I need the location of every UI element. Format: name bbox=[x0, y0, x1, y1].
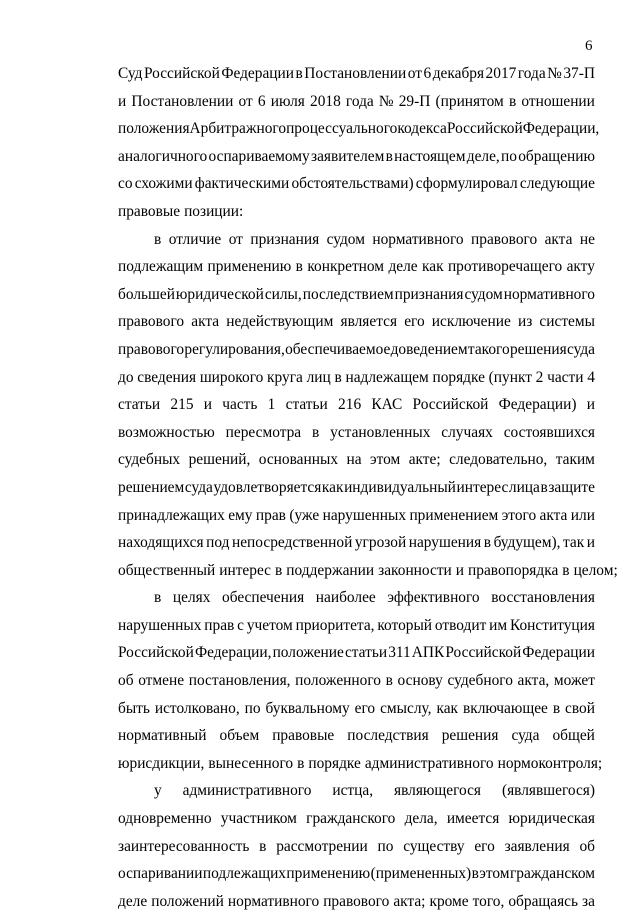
word: как bbox=[436, 699, 459, 717]
word: оспариваемому bbox=[208, 147, 310, 165]
word: нормоконтроля; bbox=[497, 754, 603, 772]
word: нарушенных bbox=[322, 506, 407, 524]
word: или bbox=[570, 506, 595, 524]
word: прав bbox=[204, 616, 235, 634]
word: отмене bbox=[138, 672, 185, 690]
word: 2 bbox=[535, 368, 544, 386]
word: как bbox=[422, 258, 444, 276]
word: схожими bbox=[134, 175, 193, 193]
word: нормативного bbox=[372, 230, 464, 248]
word: общей bbox=[552, 727, 595, 745]
word: в bbox=[295, 258, 303, 276]
word: применению bbox=[207, 258, 292, 276]
word: в bbox=[154, 230, 162, 248]
word: 2017 bbox=[485, 65, 517, 82]
word: суда bbox=[184, 478, 213, 496]
word: обстоятельствами) bbox=[291, 175, 414, 193]
word: в bbox=[552, 699, 561, 717]
word: следующие bbox=[519, 175, 595, 193]
word: лиц bbox=[306, 368, 331, 386]
word: свой bbox=[565, 699, 595, 717]
word: участником bbox=[220, 810, 297, 828]
word: системы bbox=[539, 313, 595, 331]
word: Постановлении bbox=[304, 65, 407, 82]
word: позиции: bbox=[184, 202, 244, 220]
text-line bbox=[118, 446, 595, 474]
word: не bbox=[579, 230, 595, 248]
word: акта bbox=[191, 313, 220, 331]
word: имеется bbox=[446, 810, 500, 828]
word: из bbox=[517, 313, 533, 331]
word: настоящем bbox=[394, 147, 466, 165]
word: основу bbox=[397, 672, 443, 690]
word: непосредственной bbox=[231, 534, 353, 552]
word: решением bbox=[118, 478, 185, 496]
word: как bbox=[321, 478, 344, 496]
word: судебного bbox=[447, 672, 513, 690]
word: Федерации) bbox=[498, 396, 577, 414]
word: включающее bbox=[462, 699, 548, 717]
word: решений, bbox=[188, 451, 251, 469]
word: от bbox=[238, 92, 253, 110]
word: законности bbox=[378, 561, 452, 579]
word: юридической bbox=[175, 285, 264, 303]
word: подлежащих bbox=[202, 865, 286, 883]
word: в bbox=[385, 672, 393, 690]
word: Российской bbox=[412, 396, 489, 414]
word: в bbox=[562, 561, 570, 579]
word: последствия bbox=[347, 727, 429, 745]
word: обеспечиваемое bbox=[285, 340, 391, 358]
word: 29-П bbox=[398, 92, 431, 110]
word: противоречащего bbox=[447, 258, 563, 276]
word: в bbox=[483, 534, 492, 552]
word: общественный bbox=[118, 561, 216, 579]
word: признания bbox=[250, 230, 320, 248]
word: за bbox=[582, 892, 595, 910]
word: Российской bbox=[445, 644, 522, 662]
word: акте; bbox=[408, 451, 441, 469]
text-line bbox=[118, 226, 595, 254]
word: надлежащем bbox=[345, 368, 429, 386]
word: интерес bbox=[456, 478, 509, 496]
word: нормативный bbox=[118, 727, 207, 745]
word: в bbox=[471, 865, 479, 883]
word: и bbox=[118, 92, 127, 110]
word: обращаясь bbox=[508, 892, 579, 910]
text-line bbox=[118, 529, 595, 557]
word: восстановления bbox=[491, 589, 595, 607]
word: удовлетворяется bbox=[213, 478, 322, 496]
word: в bbox=[508, 92, 517, 110]
word: положение bbox=[272, 644, 344, 662]
word: КАС bbox=[371, 396, 403, 414]
word: прав bbox=[255, 506, 286, 524]
word: правового bbox=[323, 892, 390, 910]
word: и bbox=[586, 396, 595, 414]
word: наиболее bbox=[315, 589, 376, 607]
text-line bbox=[118, 474, 595, 502]
word: вынесенного bbox=[208, 754, 294, 772]
word: который bbox=[377, 616, 433, 634]
text-line bbox=[118, 198, 595, 226]
word: в bbox=[312, 423, 320, 441]
text-line bbox=[118, 391, 595, 419]
text-line bbox=[118, 833, 595, 861]
word: этом bbox=[479, 865, 510, 883]
word: Федерации, bbox=[194, 644, 272, 662]
word: Российской bbox=[143, 65, 220, 82]
word: гражданском bbox=[509, 865, 595, 883]
word: юрисдикции, bbox=[118, 754, 205, 772]
text-line bbox=[118, 667, 595, 695]
word: большей bbox=[118, 285, 175, 303]
word: принадлежащих bbox=[118, 506, 225, 524]
word: индивидуальный bbox=[344, 478, 456, 496]
word: об bbox=[579, 837, 595, 855]
word: нарушения bbox=[408, 534, 482, 552]
word: отводит bbox=[434, 616, 487, 634]
word: существу bbox=[403, 837, 465, 855]
word: рассмотрении bbox=[276, 837, 368, 855]
text-line bbox=[118, 115, 600, 143]
word: акта bbox=[539, 506, 568, 524]
word: заявления bbox=[504, 837, 570, 855]
word: правопорядка bbox=[468, 561, 559, 579]
word: оспаривании bbox=[118, 865, 203, 883]
word: основанных bbox=[258, 451, 339, 469]
word: так bbox=[562, 534, 585, 552]
word: применению bbox=[286, 865, 371, 883]
word: им bbox=[489, 616, 508, 634]
word: постановления, bbox=[188, 672, 291, 690]
word: (уже bbox=[289, 506, 320, 524]
word: по bbox=[244, 699, 261, 717]
text-line bbox=[118, 419, 595, 447]
word: по bbox=[501, 147, 517, 165]
word: того, bbox=[472, 892, 505, 910]
word: лица bbox=[508, 478, 540, 496]
word: заявителем bbox=[311, 147, 385, 165]
text-line bbox=[118, 253, 595, 281]
word: правового bbox=[118, 340, 185, 358]
word: сформулировал bbox=[415, 175, 518, 193]
word: доведением bbox=[390, 340, 468, 358]
word: смыслу, bbox=[380, 699, 432, 717]
word: (примененных) bbox=[370, 865, 472, 883]
word: признания bbox=[394, 285, 464, 303]
word: от bbox=[407, 65, 422, 82]
text-line bbox=[118, 888, 595, 915]
word: положенного bbox=[295, 672, 381, 690]
word: сведения bbox=[137, 368, 197, 386]
word: в bbox=[540, 478, 548, 496]
word: правового bbox=[118, 313, 185, 331]
word: объем bbox=[219, 727, 260, 745]
word: ему bbox=[228, 506, 253, 524]
word: об bbox=[118, 672, 134, 690]
word: 6 bbox=[423, 65, 432, 82]
word: Конституция bbox=[509, 616, 595, 634]
word: поддержании bbox=[286, 561, 375, 579]
word: регулирования, bbox=[184, 340, 285, 358]
word: 2018 bbox=[310, 92, 341, 110]
word: суда bbox=[511, 727, 540, 745]
word: такого bbox=[467, 340, 510, 358]
word: статьи bbox=[285, 396, 328, 414]
word: кроме bbox=[429, 892, 469, 910]
word: Российской bbox=[446, 120, 523, 138]
word: будущем), bbox=[493, 534, 561, 552]
text-line bbox=[118, 584, 595, 612]
word: декабря bbox=[432, 65, 485, 82]
word: случаях bbox=[441, 423, 493, 441]
word: его bbox=[354, 699, 376, 717]
word: в bbox=[275, 561, 283, 579]
text-line bbox=[118, 143, 595, 171]
word: последствием bbox=[302, 285, 394, 303]
word: этом bbox=[369, 451, 401, 469]
word: Российской bbox=[118, 644, 194, 662]
word: истолковано, bbox=[154, 699, 240, 717]
word: отношении bbox=[521, 92, 595, 110]
word: конкретном bbox=[307, 258, 385, 276]
word: в bbox=[295, 65, 303, 82]
word: является bbox=[340, 313, 398, 331]
word: 216 bbox=[338, 396, 362, 414]
word: Постановлении bbox=[131, 92, 234, 110]
word: обеспечения bbox=[222, 589, 305, 607]
text-line bbox=[118, 777, 595, 805]
word: защите bbox=[548, 478, 595, 496]
word: судом bbox=[326, 230, 365, 248]
word: дела, bbox=[404, 810, 438, 828]
word: в bbox=[154, 589, 162, 607]
word: июля bbox=[270, 92, 305, 110]
word: на bbox=[346, 451, 362, 469]
word: одновременно bbox=[118, 810, 212, 828]
word: под bbox=[206, 534, 230, 552]
word: статьи bbox=[118, 396, 161, 414]
text-line bbox=[118, 639, 595, 667]
word: положений bbox=[151, 892, 224, 910]
word: деле, bbox=[466, 147, 500, 165]
word: Федерации bbox=[221, 65, 294, 82]
word: с bbox=[237, 616, 244, 634]
word: состоявшихся bbox=[503, 423, 595, 441]
word: 311 bbox=[388, 644, 411, 662]
word: 37-П bbox=[563, 65, 595, 82]
word: положения bbox=[118, 120, 190, 138]
word: процессуального bbox=[286, 120, 398, 138]
word: акта; bbox=[393, 892, 426, 910]
word: статьи bbox=[344, 644, 388, 662]
word: и bbox=[586, 534, 595, 552]
word: приоритета, bbox=[295, 616, 375, 634]
word: кодекса bbox=[397, 120, 447, 138]
word: Федерации, bbox=[522, 120, 600, 138]
word: быть bbox=[118, 699, 150, 717]
word: учетом bbox=[246, 616, 293, 634]
word: пересмотра bbox=[225, 423, 302, 441]
word: года bbox=[345, 92, 374, 110]
word: и bbox=[203, 396, 213, 414]
word: до bbox=[118, 368, 134, 386]
word: интерес bbox=[219, 561, 271, 579]
word: целом; bbox=[573, 561, 618, 579]
word: установленных bbox=[330, 423, 431, 441]
word: силы, bbox=[264, 285, 302, 303]
word: акта bbox=[544, 230, 573, 248]
page-number: 6 bbox=[585, 38, 593, 54]
word: заинтересованность bbox=[118, 837, 250, 855]
text-line bbox=[118, 281, 595, 309]
word: отличие bbox=[168, 230, 222, 248]
word: Арбитражного bbox=[189, 120, 287, 138]
word: № bbox=[378, 92, 394, 110]
word: части bbox=[547, 368, 584, 386]
word: со bbox=[118, 175, 133, 193]
word: решения bbox=[441, 727, 499, 745]
word: (принятом bbox=[435, 92, 504, 110]
text-line bbox=[118, 557, 618, 585]
word: целях bbox=[172, 589, 211, 607]
document-body bbox=[118, 60, 618, 915]
word: решения bbox=[509, 340, 567, 358]
word: буквальному bbox=[265, 699, 350, 717]
text-line bbox=[118, 88, 595, 116]
word: фактическими bbox=[194, 175, 290, 193]
word: эффективного bbox=[387, 589, 480, 607]
word: АПК bbox=[411, 644, 445, 662]
word: Федерации bbox=[522, 644, 595, 662]
word: года bbox=[517, 65, 546, 82]
word: у bbox=[154, 782, 162, 800]
word: применением bbox=[409, 506, 499, 524]
text-line bbox=[118, 722, 595, 750]
word: правовые bbox=[118, 202, 181, 220]
word: подлежащим bbox=[118, 258, 204, 276]
word: (являвшегося) bbox=[501, 782, 595, 800]
word: таким bbox=[555, 451, 595, 469]
word: акту bbox=[566, 258, 595, 276]
word: административного bbox=[364, 754, 494, 772]
word: 1 bbox=[267, 396, 276, 414]
word: по bbox=[377, 837, 394, 855]
text-line bbox=[118, 60, 595, 88]
word: в bbox=[297, 754, 305, 772]
word: административного bbox=[182, 782, 312, 800]
word: исключение bbox=[431, 313, 511, 331]
word: юридическая bbox=[508, 810, 595, 828]
text-line bbox=[118, 308, 595, 336]
word: истца, bbox=[332, 782, 374, 800]
text-line bbox=[118, 860, 595, 888]
word: (пункт bbox=[488, 368, 532, 386]
word: порядке bbox=[308, 754, 361, 772]
word: круга bbox=[267, 368, 303, 386]
text-line bbox=[118, 336, 595, 364]
word: 4 bbox=[587, 368, 595, 386]
word: № bbox=[547, 65, 562, 82]
word: в bbox=[334, 368, 342, 386]
word: следовательно, bbox=[449, 451, 548, 469]
word: порядке bbox=[432, 368, 485, 386]
text-line bbox=[118, 364, 595, 392]
word: в bbox=[259, 837, 267, 855]
word: 6 bbox=[257, 92, 266, 110]
word: 215 bbox=[170, 396, 194, 414]
text-line bbox=[118, 805, 595, 833]
word: может bbox=[553, 672, 595, 690]
word: суда bbox=[566, 340, 595, 358]
word: его bbox=[474, 837, 495, 855]
word: аналогичного bbox=[118, 147, 208, 165]
word: угрозой bbox=[354, 534, 407, 552]
text-line bbox=[118, 750, 603, 778]
word: правовые bbox=[272, 727, 335, 745]
word: часть bbox=[222, 396, 258, 414]
word: Суд bbox=[118, 65, 143, 82]
word: нарушенных bbox=[118, 616, 202, 634]
word: деле bbox=[118, 892, 148, 910]
word: нормативного bbox=[503, 285, 595, 303]
word: недействующим bbox=[226, 313, 334, 331]
word: в bbox=[385, 147, 393, 165]
word: нормативного bbox=[227, 892, 320, 910]
word: находящихся bbox=[118, 534, 204, 552]
word: и bbox=[455, 561, 465, 579]
word: широкого bbox=[199, 368, 264, 386]
word: гражданского bbox=[306, 810, 396, 828]
text-line bbox=[118, 502, 595, 530]
word: являющегося bbox=[394, 782, 482, 800]
word: его bbox=[404, 313, 425, 331]
word: от bbox=[228, 230, 243, 248]
word: возможностью bbox=[118, 423, 215, 441]
text-line bbox=[118, 170, 595, 198]
word: акта, bbox=[517, 672, 550, 690]
word: судебных bbox=[118, 451, 181, 469]
word: правового bbox=[471, 230, 538, 248]
text-line bbox=[118, 695, 595, 723]
text-line bbox=[118, 612, 595, 640]
word: обращению bbox=[518, 147, 595, 165]
word: судом bbox=[464, 285, 503, 303]
word: этого bbox=[501, 506, 537, 524]
word: деле bbox=[388, 258, 418, 276]
